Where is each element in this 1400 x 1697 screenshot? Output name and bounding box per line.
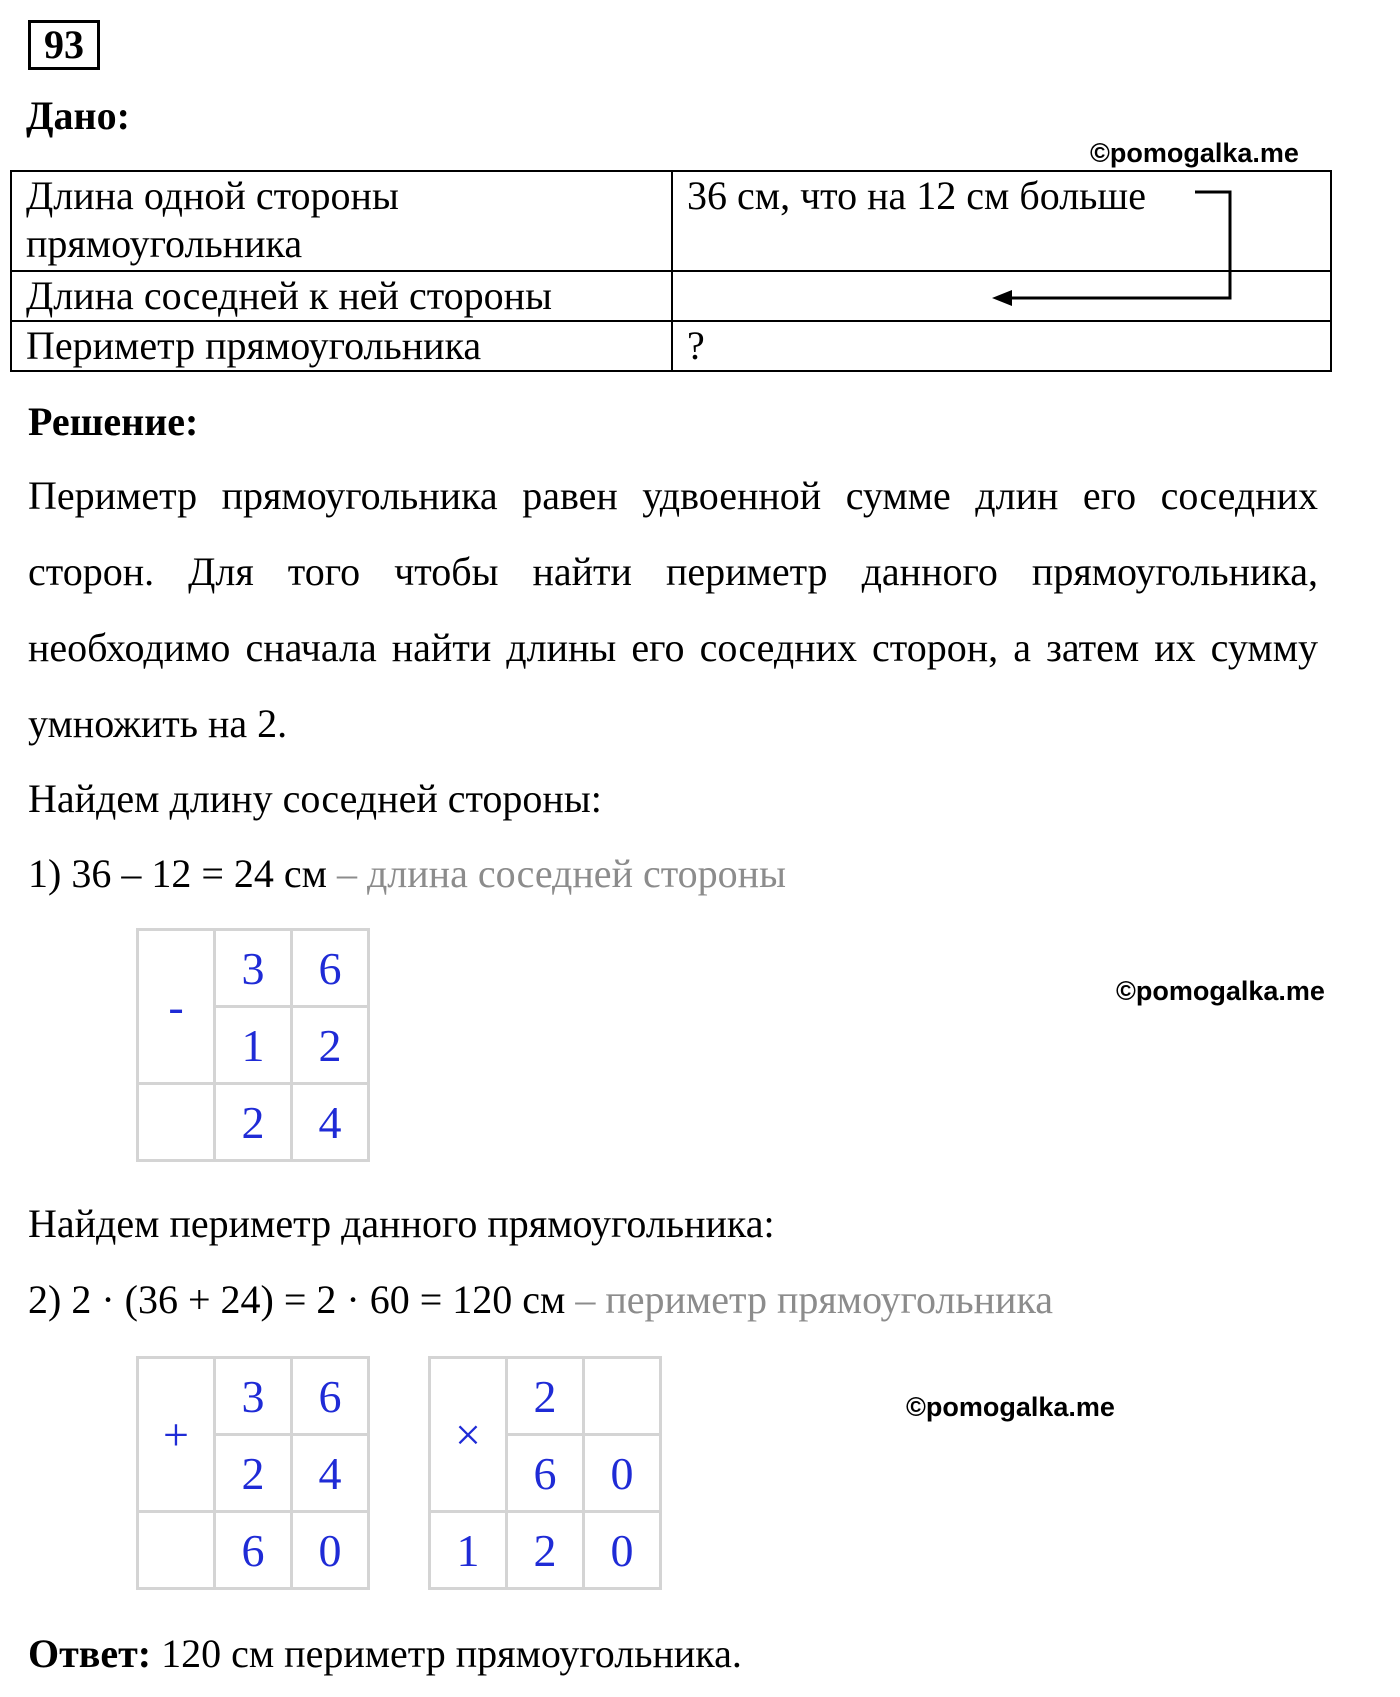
sub-digit: 6 xyxy=(292,930,369,1007)
given-value-side: 36 см, что на 12 см больше xyxy=(672,171,1331,271)
watermark-middle: ©pomogalka.me xyxy=(1116,976,1325,1006)
column-multiplication xyxy=(428,1356,662,1590)
step1-line xyxy=(28,850,786,897)
add-result-digit: 0 xyxy=(292,1512,369,1589)
sub-operator: - xyxy=(138,930,215,1084)
add-digit: 3 xyxy=(215,1358,292,1435)
given-table xyxy=(10,170,1332,372)
add-empty-cell xyxy=(138,1512,215,1589)
step1-intro: Найдем длину соседней стороны: xyxy=(28,776,602,821)
add-digit: 6 xyxy=(292,1358,369,1435)
add-row-1 xyxy=(138,1358,369,1435)
step2-note: – периметр прямоугольника xyxy=(575,1277,1054,1322)
given-row-adjacent xyxy=(11,271,1331,321)
mul-result-row xyxy=(430,1512,661,1589)
answer-label: Ответ: xyxy=(28,1631,152,1676)
mul-digit: 0 xyxy=(584,1435,661,1512)
given-label-perimeter: Периметр прямоугольника xyxy=(11,321,672,371)
add-result-digit: 6 xyxy=(215,1512,292,1589)
sub-result-row xyxy=(138,1084,369,1161)
solution-heading: Решение: xyxy=(28,399,199,444)
given-value-adjacent xyxy=(672,271,1331,321)
step1-note: – длина соседней стороны xyxy=(336,851,786,896)
given-label-side: Длина одной стороны прямоугольника xyxy=(11,171,672,271)
step2-intro: Найдем периметр данного прямоугольника: xyxy=(28,1201,775,1246)
step2-expression: 2) 2 · (36 + 24) = 2 · 60 = 120 см xyxy=(28,1277,566,1322)
step1-expression: 1) 36 – 12 = 24 см xyxy=(28,851,327,896)
sub-result-digit: 2 xyxy=(215,1084,292,1161)
answer-line xyxy=(28,1630,742,1677)
answer-text: 120 см периметр прямоугольника. xyxy=(161,1631,742,1676)
column-subtraction xyxy=(136,928,370,1162)
sub-digit: 3 xyxy=(215,930,292,1007)
sub-row-1 xyxy=(138,930,369,1007)
watermark-top: ©pomogalka.me xyxy=(1090,138,1299,168)
given-label-adjacent: Длина соседней к ней стороны xyxy=(11,271,672,321)
add-digit: 4 xyxy=(292,1435,369,1512)
column-addition xyxy=(136,1356,370,1590)
mul-result-digit: 1 xyxy=(430,1512,507,1589)
mul-digit: 2 xyxy=(507,1358,584,1435)
mul-digit: 6 xyxy=(507,1435,584,1512)
add-operator: + xyxy=(138,1358,215,1512)
given-row-side xyxy=(11,171,1331,271)
mul-result-digit: 0 xyxy=(584,1512,661,1589)
mul-row-1 xyxy=(430,1358,661,1435)
sub-digit: 1 xyxy=(215,1007,292,1084)
sub-digit: 2 xyxy=(292,1007,369,1084)
sub-result-digit: 4 xyxy=(292,1084,369,1161)
task-number: 93 xyxy=(28,20,100,70)
mul-operator: × xyxy=(430,1358,507,1512)
add-result-row xyxy=(138,1512,369,1589)
given-heading: Дано: xyxy=(26,93,130,138)
given-row-perimeter xyxy=(11,321,1331,371)
add-digit: 2 xyxy=(215,1435,292,1512)
solution-paragraph: Периметр прямоугольника равен удвоенной сумме длин его соседних сторон. Для того чтобы найти периметр данного прямоугольника, необходимо сначала найти длины его соседних сторон, а затем их сумму умножить на 2. xyxy=(28,473,1318,746)
watermark-bottom: ©pomogalka.me xyxy=(906,1392,1115,1422)
given-value-perimeter: ? xyxy=(672,321,1331,371)
sub-empty-cell xyxy=(138,1084,215,1161)
mul-digit xyxy=(584,1358,661,1435)
step2-line xyxy=(28,1276,1053,1323)
mul-result-digit: 2 xyxy=(507,1512,584,1589)
